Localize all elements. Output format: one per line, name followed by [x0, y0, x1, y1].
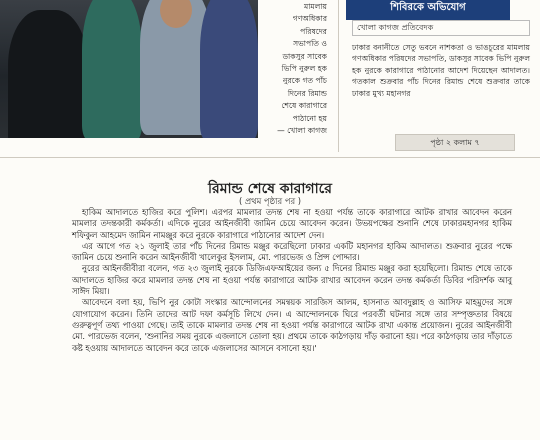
photo-figure-left	[8, 10, 88, 138]
photo-figure-police-left	[82, 0, 142, 138]
section-divider	[0, 157, 540, 158]
story-paragraph: হাকিম আদালতে হাজির করে পুলিশ। এরপর মামলার তদন্ত শেষ না হওয়া পর্যন্ত তাকে কারাগারে আটক রাখার আবেদন করেন মামলার তদন্তকারী কর্মকর্তা। এদিকে নুরের আইনজীবী জামিন চেয়ে আবেদন করেন। উভয়পক্ষের শুনানি শেষে ঢাকারমহানগর হাকিম শফিকুল আহমেদ জামিন নামঞ্জুর করে নুরকে কারাগারে পাঠানোর আদেশ দেন।	[72, 207, 512, 240]
top-story	[346, 0, 540, 152]
story-title: রিমান্ড শেষে কারাগারে	[208, 181, 332, 197]
column-divider	[338, 0, 339, 152]
page-reference: পৃষ্ঠা ২ কলাম ৭	[395, 134, 515, 151]
story-paragraph: এর আগে গত ২১ জুলাই তার পাঁচ দিনের রিমান্ড মঞ্জুর করেছিলো ঢাকার একটি মহানগর হাকিম আদালত। শুক্রবার নুরের পক্ষে জামিন চেয়ে শুনানি করেন আইনজীবী খালেকুর ইসলাম, মো. পারভেজ ও প্রিন্স পোদ্দার।	[72, 240, 512, 263]
news-photo	[0, 0, 330, 138]
byline: খোলা কাগজ প্রতিবেদক	[352, 20, 530, 36]
photo-figure-police-right	[200, 0, 258, 138]
story-paragraph: নুরের আইনজীবীরা বলেন, গত ২৩ জুলাই নুরকে ডিজিএফআইয়ের জন্য ৫ দিনের রিমান্ড মঞ্জুর করা হয়েছিলো। রিমান্ড শেষে তাকে আদালতে হাজির করে মামলার তদন্ত শেষ না হওয়া পর্যন্ত কারাগারে আটক রাখার আবেদন করেন তদন্ত কর্মকর্তা ডিবির পরিদর্শক আবু সাঈদ মিয়া।	[72, 263, 512, 297]
continued-from-label: ( প্রথম পৃষ্ঠার পর )	[239, 196, 301, 206]
story-body	[72, 207, 512, 354]
story-paragraph: আবেদনে বলা হয়, ভিপি নুর কোটা সংস্কার আন্দোলনের সমন্বয়ক সারজিস আলম, হাসনাত আবদুল্লাহ ও আসিফ মাহমুদের সঙ্গে যোগাযোগ করেন। তিনি তাদের আট দফা কর্মসূচি লিখে দেন। এ আন্দোলনকে ঘিরে পরবর্তী ঘটনার সঙ্গে তার সম্পৃক্ততার বিষয়ে গুরুত্বপূর্ণ তথ্য পাওয়া গেছে। তাই তাকে মামলার তদন্ত শেষ না হওয়া পর্যন্ত কারাগারে আটক রাখা একান্ত প্রয়োজন। নুরের আইনজীবী মো. পারভেজ বলেন, 'শুনানির সময় নুরকে এজলাসে তোলা হয়। প্রথমে তাকে কাঠগড়ায় দাঁড় করানো হয়। পরে কাঠগড়ায় তার দাঁড়াতে কষ্ট হওয়ায় আদালতে আবেদন করে তাকে এজলাসের আসনে বসানো হয়।'	[72, 297, 512, 353]
photo-caption: মামলায় গণঅধিকার পরিষদের সভাপতি ও ডাকসুর সাবেক ভিপি নুরুল হক নুরকে গত পাঁচ দিনের রিমান্ড শেষে কারাগারে পাঠানো হয় — খোলা কাগজ	[258, 0, 330, 138]
top-story-headline: শিবিরকে অভিযোগ	[346, 0, 510, 20]
top-story-lede: ঢাকার বনানীতে সেতু ভবনে নাশকতা ও ভাঙচুরের মামলায় গণঅধিকার পরিষদের সভাপতি, ডাকসুর সাবেক ভিপি নুরুল হক নুরকে কারাগারে পাঠানোর আদেশ দিয়েছেন আদালত। গতকাল শুক্রবার পাঁচ দিনের রিমান্ড শেষে শুক্রবার তাকে ঢাকার মুখ্য মহানগর	[352, 43, 530, 98]
